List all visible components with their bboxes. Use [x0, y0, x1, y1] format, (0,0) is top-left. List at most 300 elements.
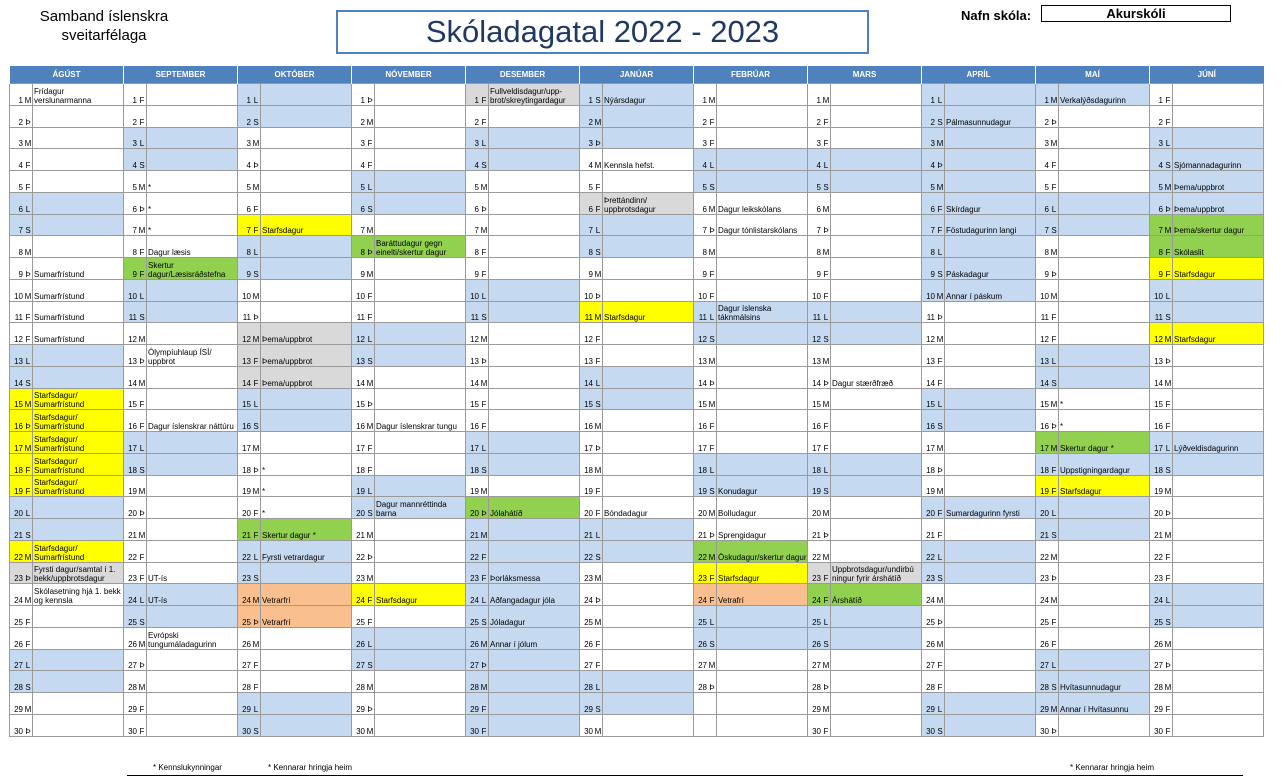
day-event-cell[interactable]	[261, 714, 352, 736]
day-event-cell[interactable]	[945, 432, 1036, 454]
day-event-cell[interactable]	[147, 84, 238, 106]
day-event-cell[interactable]	[717, 192, 808, 214]
day-event-cell[interactable]	[33, 562, 124, 584]
day-event-cell[interactable]	[1173, 627, 1264, 649]
day-event-cell[interactable]	[489, 475, 580, 497]
day-event-cell[interactable]	[261, 606, 352, 628]
day-event-cell[interactable]	[717, 519, 808, 541]
day-event-cell[interactable]	[33, 627, 124, 649]
day-event-cell[interactable]	[261, 475, 352, 497]
day-event-cell[interactable]	[375, 540, 466, 562]
day-event-cell[interactable]	[489, 432, 580, 454]
day-event-cell[interactable]	[33, 714, 124, 736]
day-event-cell[interactable]	[33, 497, 124, 519]
day-event-cell[interactable]	[831, 149, 922, 171]
day-event-cell[interactable]	[261, 627, 352, 649]
day-event-cell[interactable]	[1173, 562, 1264, 584]
day-event-cell[interactable]	[603, 453, 694, 475]
day-event-cell[interactable]	[945, 606, 1036, 628]
day-event-cell[interactable]	[147, 562, 238, 584]
day-event-cell[interactable]	[33, 171, 124, 193]
day-event-cell[interactable]	[945, 214, 1036, 236]
day-event-cell[interactable]	[147, 279, 238, 301]
day-event-cell[interactable]	[717, 693, 808, 715]
day-event-cell[interactable]	[1059, 192, 1150, 214]
day-event-cell[interactable]	[1173, 214, 1264, 236]
day-event-cell[interactable]	[375, 323, 466, 345]
day-event-cell[interactable]	[1059, 584, 1150, 606]
day-event-cell[interactable]	[603, 627, 694, 649]
day-event-cell[interactable]	[945, 649, 1036, 671]
day-event-cell[interactable]	[375, 497, 466, 519]
day-event-cell[interactable]	[375, 606, 466, 628]
day-event-cell[interactable]	[603, 584, 694, 606]
day-event-cell[interactable]	[489, 127, 580, 149]
day-event-cell[interactable]	[489, 149, 580, 171]
day-event-cell[interactable]	[1059, 388, 1150, 410]
day-event-cell[interactable]	[603, 127, 694, 149]
day-event-cell[interactable]	[261, 497, 352, 519]
day-event-cell[interactable]	[945, 366, 1036, 388]
day-event-cell[interactable]	[1173, 410, 1264, 432]
day-event-cell[interactable]	[147, 301, 238, 323]
day-event-cell[interactable]	[831, 84, 922, 106]
day-event-cell[interactable]	[831, 192, 922, 214]
day-event-cell[interactable]	[945, 497, 1036, 519]
day-event-cell[interactable]	[33, 214, 124, 236]
day-event-cell[interactable]	[717, 606, 808, 628]
day-event-cell[interactable]	[147, 649, 238, 671]
day-event-cell[interactable]	[33, 301, 124, 323]
day-event-cell[interactable]	[375, 366, 466, 388]
day-event-cell[interactable]	[1173, 475, 1264, 497]
day-event-cell[interactable]	[831, 475, 922, 497]
day-event-cell[interactable]	[717, 562, 808, 584]
day-event-cell[interactable]	[489, 388, 580, 410]
day-event-cell[interactable]	[945, 323, 1036, 345]
day-event-cell[interactable]	[1059, 519, 1150, 541]
day-event-cell[interactable]	[33, 105, 124, 127]
day-event-cell[interactable]	[1173, 693, 1264, 715]
day-event-cell[interactable]	[489, 671, 580, 693]
day-event-cell[interactable]	[1173, 171, 1264, 193]
day-event-cell[interactable]	[33, 323, 124, 345]
day-event-cell[interactable]	[1173, 497, 1264, 519]
day-event-cell[interactable]	[33, 649, 124, 671]
day-event-cell[interactable]	[603, 171, 694, 193]
day-event-cell[interactable]	[1059, 149, 1150, 171]
day-event-cell[interactable]	[33, 236, 124, 258]
day-event-cell[interactable]	[717, 171, 808, 193]
day-event-cell[interactable]	[1059, 606, 1150, 628]
day-event-cell[interactable]	[489, 214, 580, 236]
day-event-cell[interactable]	[831, 214, 922, 236]
day-event-cell[interactable]	[147, 258, 238, 280]
day-event-cell[interactable]	[603, 497, 694, 519]
day-event-cell[interactable]	[831, 105, 922, 127]
day-event-cell[interactable]	[945, 258, 1036, 280]
day-event-cell[interactable]	[717, 627, 808, 649]
day-event-cell[interactable]	[603, 258, 694, 280]
day-event-cell[interactable]	[147, 627, 238, 649]
day-event-cell[interactable]	[489, 301, 580, 323]
day-event-cell[interactable]	[489, 323, 580, 345]
day-event-cell[interactable]	[261, 432, 352, 454]
day-event-cell[interactable]	[603, 649, 694, 671]
day-event-cell[interactable]	[945, 475, 1036, 497]
day-event-cell[interactable]	[33, 519, 124, 541]
day-event-cell[interactable]	[1059, 258, 1150, 280]
day-event-cell[interactable]	[489, 497, 580, 519]
day-event-cell[interactable]	[1173, 649, 1264, 671]
day-event-cell[interactable]	[945, 627, 1036, 649]
day-event-cell[interactable]	[1173, 388, 1264, 410]
day-event-cell[interactable]	[1059, 497, 1150, 519]
day-event-cell[interactable]	[945, 714, 1036, 736]
day-event-cell[interactable]	[489, 606, 580, 628]
day-event-cell[interactable]	[147, 693, 238, 715]
day-event-cell[interactable]	[261, 171, 352, 193]
day-event-cell[interactable]	[1059, 671, 1150, 693]
day-event-cell[interactable]	[603, 323, 694, 345]
day-event-cell[interactable]	[261, 214, 352, 236]
day-event-cell[interactable]	[831, 410, 922, 432]
day-event-cell[interactable]	[717, 540, 808, 562]
day-event-cell[interactable]	[945, 84, 1036, 106]
day-event-cell[interactable]	[831, 366, 922, 388]
day-event-cell[interactable]	[831, 236, 922, 258]
day-event-cell[interactable]	[945, 519, 1036, 541]
day-event-cell[interactable]	[831, 279, 922, 301]
day-event-cell[interactable]	[831, 562, 922, 584]
day-event-cell[interactable]	[489, 279, 580, 301]
day-event-cell[interactable]	[603, 562, 694, 584]
day-event-cell[interactable]	[375, 693, 466, 715]
day-event-cell[interactable]	[831, 693, 922, 715]
day-event-cell[interactable]	[261, 105, 352, 127]
day-event-cell[interactable]	[717, 453, 808, 475]
day-event-cell[interactable]	[375, 236, 466, 258]
day-event-cell[interactable]	[261, 279, 352, 301]
day-event-cell[interactable]	[945, 693, 1036, 715]
day-event-cell[interactable]	[489, 171, 580, 193]
school-name-field[interactable]: Akurskóli	[1041, 5, 1231, 22]
day-event-cell[interactable]	[717, 366, 808, 388]
day-event-cell[interactable]	[1059, 410, 1150, 432]
day-event-cell[interactable]	[603, 149, 694, 171]
day-event-cell[interactable]	[603, 345, 694, 367]
day-event-cell[interactable]	[1173, 192, 1264, 214]
day-event-cell[interactable]	[603, 519, 694, 541]
day-event-cell[interactable]	[147, 475, 238, 497]
day-event-cell[interactable]	[375, 105, 466, 127]
day-event-cell[interactable]	[261, 192, 352, 214]
day-event-cell[interactable]	[1059, 214, 1150, 236]
day-event-cell[interactable]	[945, 301, 1036, 323]
day-event-cell[interactable]	[489, 366, 580, 388]
day-event-cell[interactable]	[717, 301, 808, 323]
day-event-cell[interactable]	[945, 345, 1036, 367]
day-event-cell[interactable]	[603, 540, 694, 562]
day-event-cell[interactable]	[1059, 105, 1150, 127]
day-event-cell[interactable]	[261, 366, 352, 388]
day-event-cell[interactable]	[1059, 301, 1150, 323]
day-event-cell[interactable]	[945, 562, 1036, 584]
day-event-cell[interactable]	[375, 649, 466, 671]
day-event-cell[interactable]	[1059, 236, 1150, 258]
day-event-cell[interactable]	[147, 432, 238, 454]
day-event-cell[interactable]	[375, 84, 466, 106]
day-event-cell[interactable]	[261, 584, 352, 606]
day-event-cell[interactable]	[717, 105, 808, 127]
day-event-cell[interactable]	[147, 388, 238, 410]
day-event-cell[interactable]	[375, 627, 466, 649]
day-event-cell[interactable]	[375, 584, 466, 606]
day-event-cell[interactable]	[831, 388, 922, 410]
day-event-cell[interactable]	[1173, 540, 1264, 562]
day-event-cell[interactable]	[261, 258, 352, 280]
day-event-cell[interactable]	[147, 714, 238, 736]
day-event-cell[interactable]	[33, 388, 124, 410]
day-event-cell[interactable]	[945, 192, 1036, 214]
day-event-cell[interactable]	[717, 649, 808, 671]
day-event-cell[interactable]	[717, 584, 808, 606]
day-event-cell[interactable]	[261, 149, 352, 171]
day-event-cell[interactable]	[1173, 606, 1264, 628]
day-event-cell[interactable]	[831, 540, 922, 562]
day-event-cell[interactable]	[1173, 149, 1264, 171]
day-event-cell[interactable]	[717, 475, 808, 497]
day-event-cell[interactable]	[831, 171, 922, 193]
day-event-cell[interactable]	[1059, 562, 1150, 584]
day-event-cell[interactable]	[945, 584, 1036, 606]
day-event-cell[interactable]	[33, 149, 124, 171]
day-event-cell[interactable]	[489, 236, 580, 258]
day-event-cell[interactable]	[489, 84, 580, 106]
day-event-cell[interactable]	[147, 171, 238, 193]
day-event-cell[interactable]	[489, 693, 580, 715]
day-event-cell[interactable]	[33, 366, 124, 388]
day-event-cell[interactable]	[831, 714, 922, 736]
day-event-cell[interactable]	[717, 149, 808, 171]
day-event-cell[interactable]	[147, 453, 238, 475]
day-event-cell[interactable]	[489, 562, 580, 584]
day-event-cell[interactable]	[375, 258, 466, 280]
day-event-cell[interactable]	[603, 475, 694, 497]
day-event-cell[interactable]	[717, 388, 808, 410]
day-event-cell[interactable]	[33, 693, 124, 715]
day-event-cell[interactable]	[1059, 693, 1150, 715]
day-event-cell[interactable]	[603, 606, 694, 628]
day-event-cell[interactable]	[945, 279, 1036, 301]
day-event-cell[interactable]	[831, 497, 922, 519]
day-event-cell[interactable]	[261, 453, 352, 475]
day-event-cell[interactable]	[1059, 453, 1150, 475]
day-event-cell[interactable]	[489, 410, 580, 432]
day-event-cell[interactable]	[375, 714, 466, 736]
day-event-cell[interactable]	[717, 714, 808, 736]
day-event-cell[interactable]	[717, 497, 808, 519]
day-event-cell[interactable]	[33, 475, 124, 497]
day-event-cell[interactable]	[1059, 627, 1150, 649]
day-event-cell[interactable]	[147, 323, 238, 345]
day-event-cell[interactable]	[945, 540, 1036, 562]
day-event-cell[interactable]	[261, 84, 352, 106]
day-event-cell[interactable]	[831, 519, 922, 541]
day-event-cell[interactable]	[261, 649, 352, 671]
day-event-cell[interactable]	[945, 671, 1036, 693]
day-event-cell[interactable]	[375, 192, 466, 214]
day-event-cell[interactable]	[489, 105, 580, 127]
day-event-cell[interactable]	[261, 236, 352, 258]
day-event-cell[interactable]	[945, 410, 1036, 432]
day-event-cell[interactable]	[603, 301, 694, 323]
day-event-cell[interactable]	[33, 453, 124, 475]
day-event-cell[interactable]	[375, 519, 466, 541]
day-event-cell[interactable]	[489, 519, 580, 541]
day-event-cell[interactable]	[489, 714, 580, 736]
day-event-cell[interactable]	[831, 258, 922, 280]
day-event-cell[interactable]	[1173, 258, 1264, 280]
day-event-cell[interactable]	[261, 323, 352, 345]
day-event-cell[interactable]	[1059, 323, 1150, 345]
day-event-cell[interactable]	[717, 323, 808, 345]
day-event-cell[interactable]	[375, 671, 466, 693]
day-event-cell[interactable]	[261, 671, 352, 693]
day-event-cell[interactable]	[375, 475, 466, 497]
day-event-cell[interactable]	[261, 693, 352, 715]
day-event-cell[interactable]	[1059, 540, 1150, 562]
day-event-cell[interactable]	[261, 301, 352, 323]
day-event-cell[interactable]	[1173, 127, 1264, 149]
day-event-cell[interactable]	[945, 149, 1036, 171]
day-event-cell[interactable]	[603, 671, 694, 693]
day-event-cell[interactable]	[147, 149, 238, 171]
day-event-cell[interactable]	[945, 388, 1036, 410]
day-event-cell[interactable]	[603, 105, 694, 127]
day-event-cell[interactable]	[945, 453, 1036, 475]
day-event-cell[interactable]	[1173, 345, 1264, 367]
day-event-cell[interactable]	[147, 497, 238, 519]
day-event-cell[interactable]	[603, 410, 694, 432]
day-event-cell[interactable]	[375, 410, 466, 432]
day-event-cell[interactable]	[489, 258, 580, 280]
day-event-cell[interactable]	[1173, 301, 1264, 323]
day-event-cell[interactable]	[603, 693, 694, 715]
day-event-cell[interactable]	[603, 214, 694, 236]
day-event-cell[interactable]	[1173, 432, 1264, 454]
day-event-cell[interactable]	[1173, 714, 1264, 736]
day-event-cell[interactable]	[33, 192, 124, 214]
day-event-cell[interactable]	[831, 627, 922, 649]
day-event-cell[interactable]	[945, 127, 1036, 149]
day-event-cell[interactable]	[147, 345, 238, 367]
day-event-cell[interactable]	[831, 345, 922, 367]
day-event-cell[interactable]	[33, 584, 124, 606]
day-event-cell[interactable]	[717, 236, 808, 258]
day-event-cell[interactable]	[1173, 671, 1264, 693]
day-event-cell[interactable]	[147, 519, 238, 541]
day-event-cell[interactable]	[603, 388, 694, 410]
day-event-cell[interactable]	[603, 279, 694, 301]
day-event-cell[interactable]	[33, 410, 124, 432]
day-event-cell[interactable]	[375, 149, 466, 171]
day-event-cell[interactable]	[831, 606, 922, 628]
day-event-cell[interactable]	[717, 127, 808, 149]
day-event-cell[interactable]	[1059, 366, 1150, 388]
day-event-cell[interactable]	[261, 345, 352, 367]
day-event-cell[interactable]	[717, 671, 808, 693]
day-event-cell[interactable]	[489, 345, 580, 367]
day-event-cell[interactable]	[261, 519, 352, 541]
day-event-cell[interactable]	[831, 323, 922, 345]
day-event-cell[interactable]	[717, 410, 808, 432]
day-event-cell[interactable]	[1059, 84, 1150, 106]
day-event-cell[interactable]	[375, 562, 466, 584]
day-event-cell[interactable]	[147, 214, 238, 236]
day-event-cell[interactable]	[33, 432, 124, 454]
day-event-cell[interactable]	[603, 432, 694, 454]
day-event-cell[interactable]	[945, 171, 1036, 193]
day-event-cell[interactable]	[375, 214, 466, 236]
day-event-cell[interactable]	[261, 127, 352, 149]
day-event-cell[interactable]	[375, 127, 466, 149]
day-event-cell[interactable]	[717, 432, 808, 454]
day-event-cell[interactable]	[1059, 649, 1150, 671]
day-event-cell[interactable]	[717, 345, 808, 367]
day-event-cell[interactable]	[831, 584, 922, 606]
day-event-cell[interactable]	[489, 453, 580, 475]
day-event-cell[interactable]	[375, 171, 466, 193]
day-event-cell[interactable]	[1173, 279, 1264, 301]
day-event-cell[interactable]	[717, 214, 808, 236]
day-event-cell[interactable]	[945, 236, 1036, 258]
day-event-cell[interactable]	[147, 671, 238, 693]
day-event-cell[interactable]	[33, 258, 124, 280]
day-event-cell[interactable]	[831, 301, 922, 323]
day-event-cell[interactable]	[33, 279, 124, 301]
day-event-cell[interactable]	[489, 627, 580, 649]
day-event-cell[interactable]	[603, 714, 694, 736]
day-event-cell[interactable]	[1173, 236, 1264, 258]
day-event-cell[interactable]	[603, 366, 694, 388]
day-event-cell[interactable]	[1059, 279, 1150, 301]
day-event-cell[interactable]	[147, 584, 238, 606]
day-event-cell[interactable]	[147, 236, 238, 258]
day-event-cell[interactable]	[603, 84, 694, 106]
day-event-cell[interactable]	[147, 105, 238, 127]
day-event-cell[interactable]	[831, 671, 922, 693]
day-event-cell[interactable]	[831, 432, 922, 454]
day-event-cell[interactable]	[1059, 475, 1150, 497]
day-event-cell[interactable]	[33, 606, 124, 628]
day-event-cell[interactable]	[1059, 127, 1150, 149]
day-event-cell[interactable]	[489, 192, 580, 214]
day-event-cell[interactable]	[261, 410, 352, 432]
day-event-cell[interactable]	[1173, 453, 1264, 475]
day-event-cell[interactable]	[831, 453, 922, 475]
day-event-cell[interactable]	[33, 127, 124, 149]
day-event-cell[interactable]	[375, 279, 466, 301]
day-event-cell[interactable]	[147, 192, 238, 214]
day-event-cell[interactable]	[375, 301, 466, 323]
day-event-cell[interactable]	[375, 453, 466, 475]
day-event-cell[interactable]	[147, 606, 238, 628]
day-event-cell[interactable]	[1173, 366, 1264, 388]
day-event-cell[interactable]	[489, 540, 580, 562]
day-event-cell[interactable]	[33, 84, 124, 106]
day-event-cell[interactable]	[1173, 519, 1264, 541]
